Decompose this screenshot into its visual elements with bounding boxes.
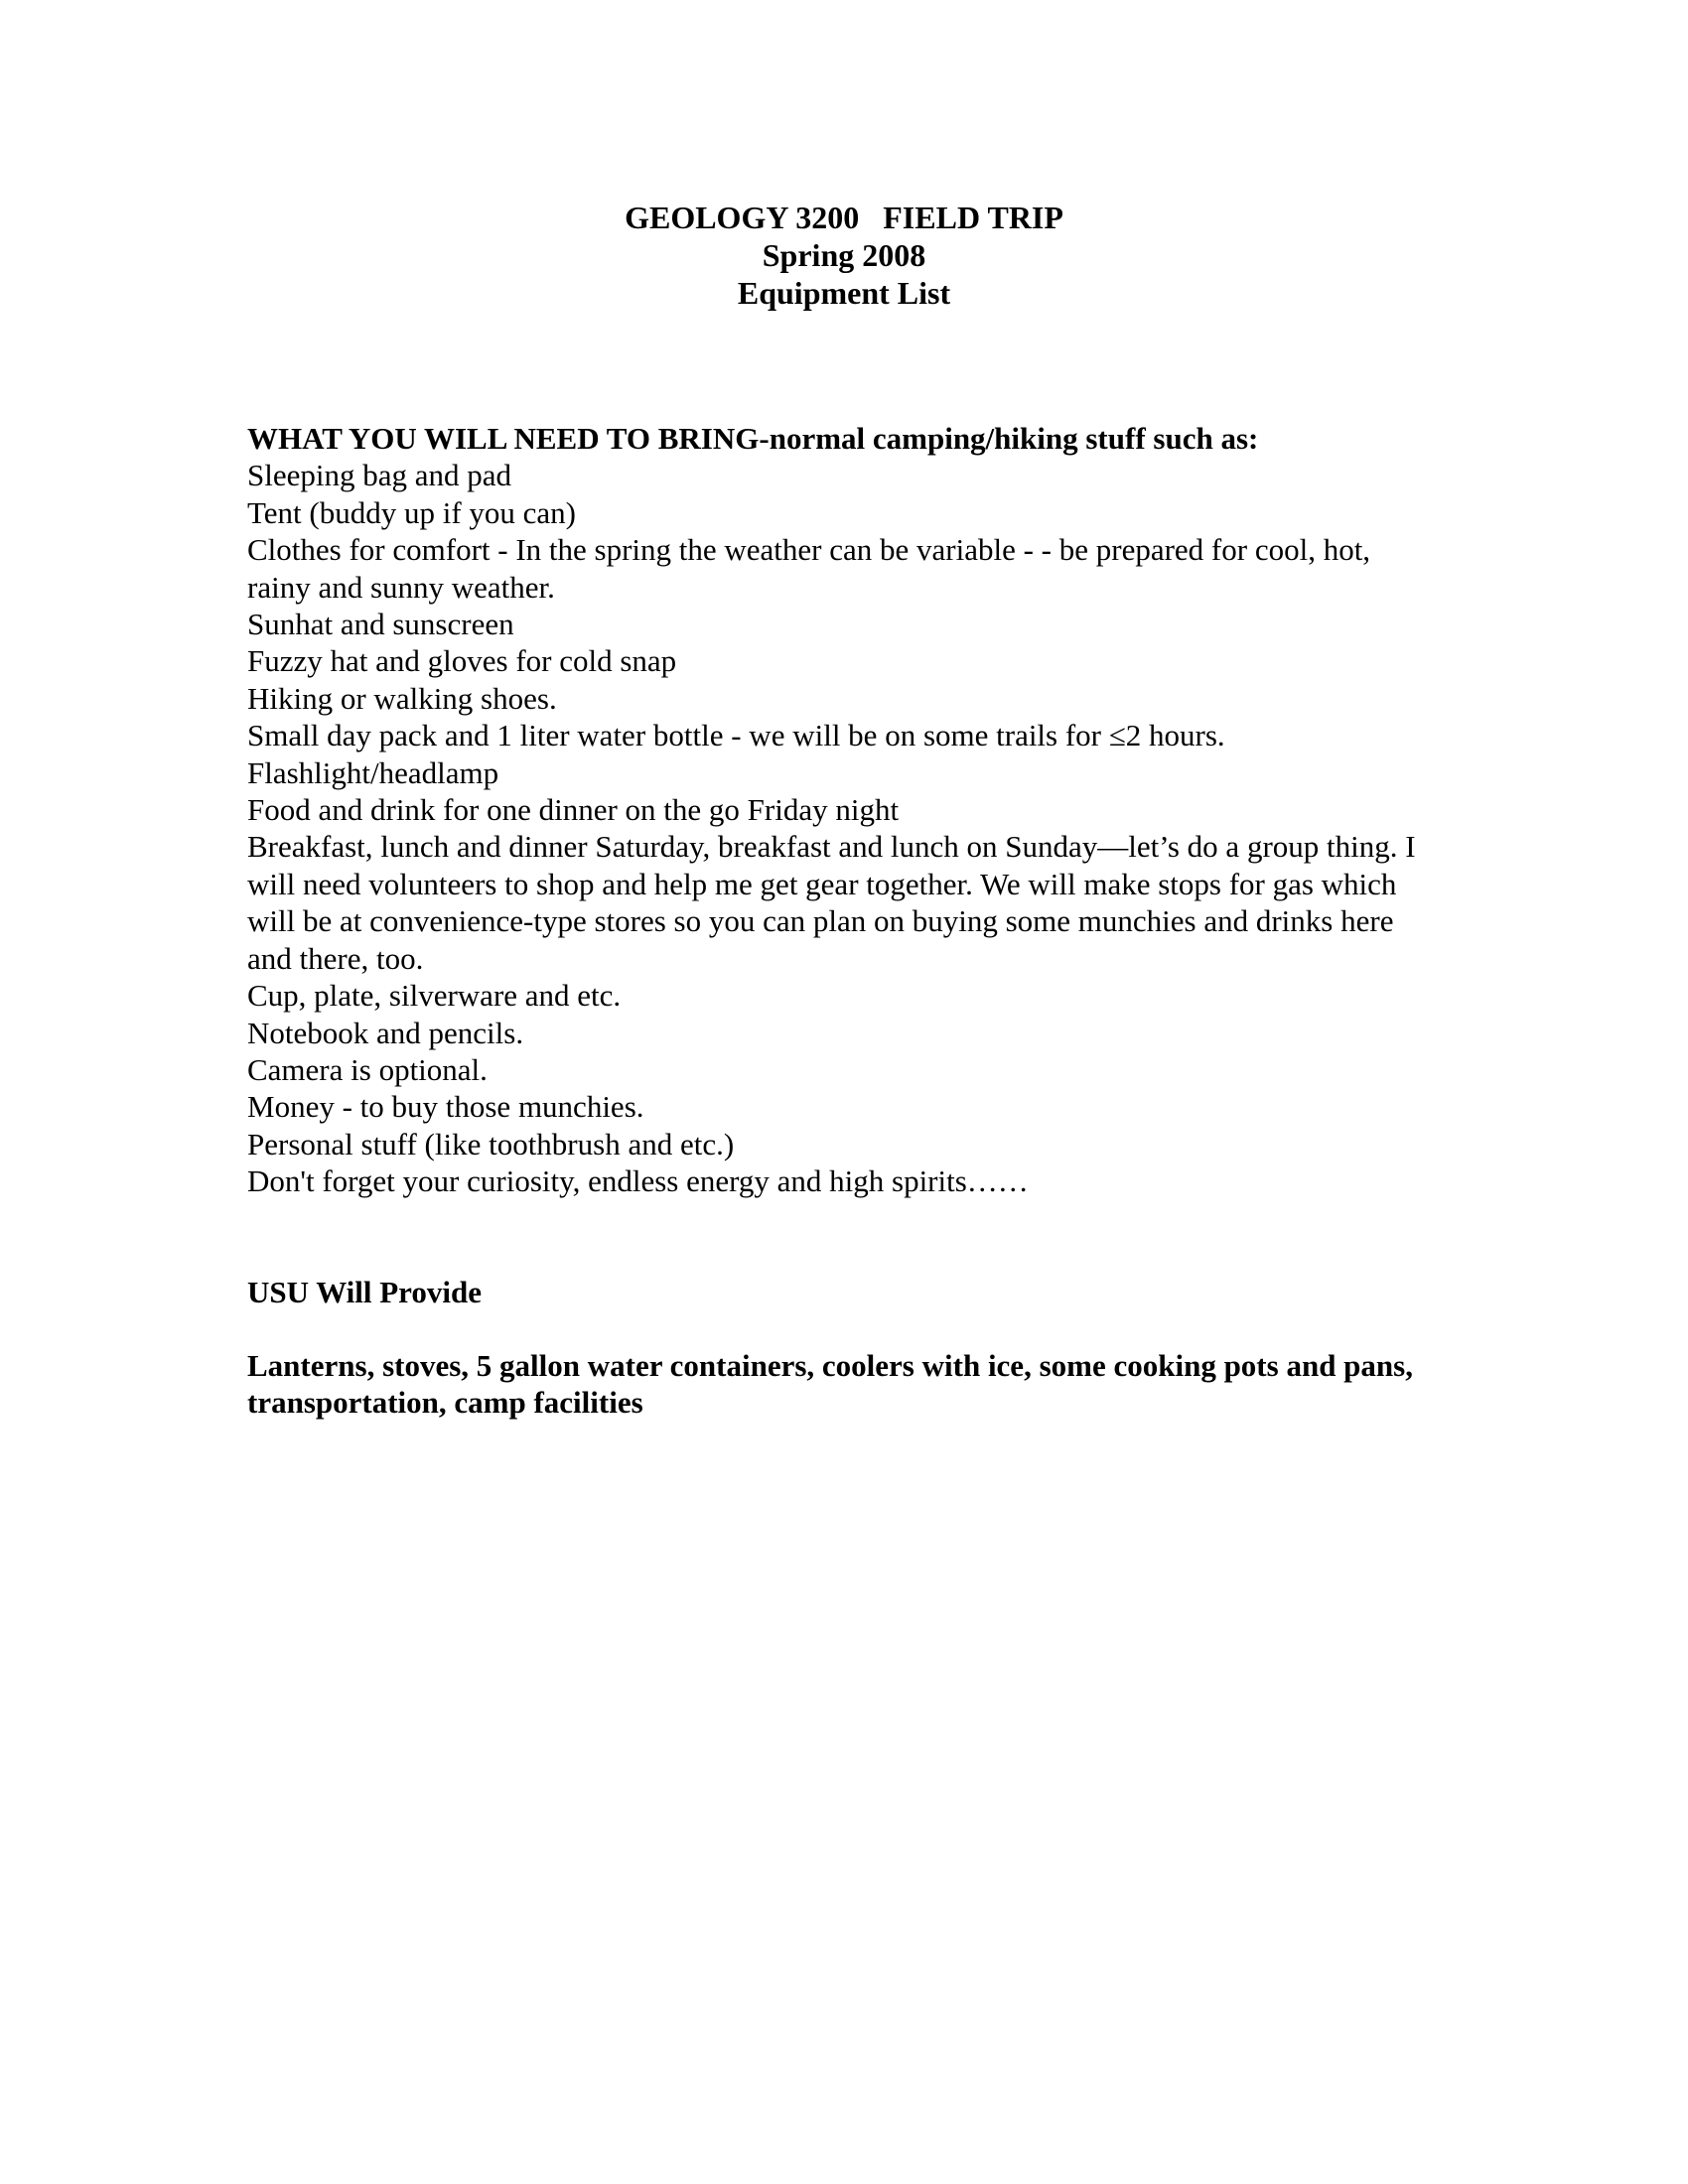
list-item: Notebook and pencils. bbox=[247, 1015, 524, 1050]
list-item: Cup, plate, silverware and etc. bbox=[247, 978, 622, 1014]
list-item: Sleeping bag and pad bbox=[247, 458, 512, 493]
list-title: Equipment List bbox=[737, 275, 951, 311]
provide-heading: USU Will Provide bbox=[247, 1274, 482, 1309]
list-item: Don't forget your curiosity, endless energy and high spirits…… bbox=[247, 1163, 1029, 1199]
provide-text: Lanterns, stoves, 5 gallon water containers, coolers with ice, some cooking pots and pans, transportation, camp facilities bbox=[247, 1347, 1413, 1421]
list-item: Hiking or walking shoes. bbox=[247, 680, 557, 716]
list-item: Tent (buddy up if you can) bbox=[247, 494, 576, 530]
list-item: Clothes for comfort - In the spring the weather can be variable - - be prepared for cool, hot, rainy and sunny weather. bbox=[247, 532, 1371, 605]
list-item: Personal stuff (like toothbrush and etc.) bbox=[247, 1126, 735, 1161]
term-title: Spring 2008 bbox=[762, 237, 926, 273]
title-block bbox=[0, 199, 1688, 312]
list-item: Fuzzy hat and gloves for cold snap bbox=[247, 643, 677, 679]
list-item: Food and drink for one dinner on the go Friday night bbox=[247, 792, 900, 828]
bring-heading: WHAT YOU WILL NEED TO BRING-normal camping/hiking stuff such as: bbox=[247, 421, 1259, 456]
document-body bbox=[247, 420, 1429, 1422]
list-item: Sunhat and sunscreen bbox=[247, 607, 514, 642]
course-title: GEOLOGY 3200 FIELD TRIP bbox=[625, 200, 1063, 235]
list-item: Money - to buy those munchies. bbox=[247, 1089, 644, 1125]
list-item: Breakfast, lunch and dinner Saturday, breakfast and lunch on Sunday—let’s do a group thing. I will need volunteers to shop and help me get gear together. We will make stops for gas which will be at convenience-type stores so you can plan on buying some munchies and drinks here and there, too. bbox=[247, 829, 1416, 976]
list-item: Flashlight/headlamp bbox=[247, 754, 499, 790]
list-item: Camera is optional. bbox=[247, 1051, 488, 1087]
list-item: Small day pack and 1 liter water bottle - we will be on some trails for ≤2 hours. bbox=[247, 718, 1225, 753]
bring-list bbox=[247, 457, 1429, 1199]
